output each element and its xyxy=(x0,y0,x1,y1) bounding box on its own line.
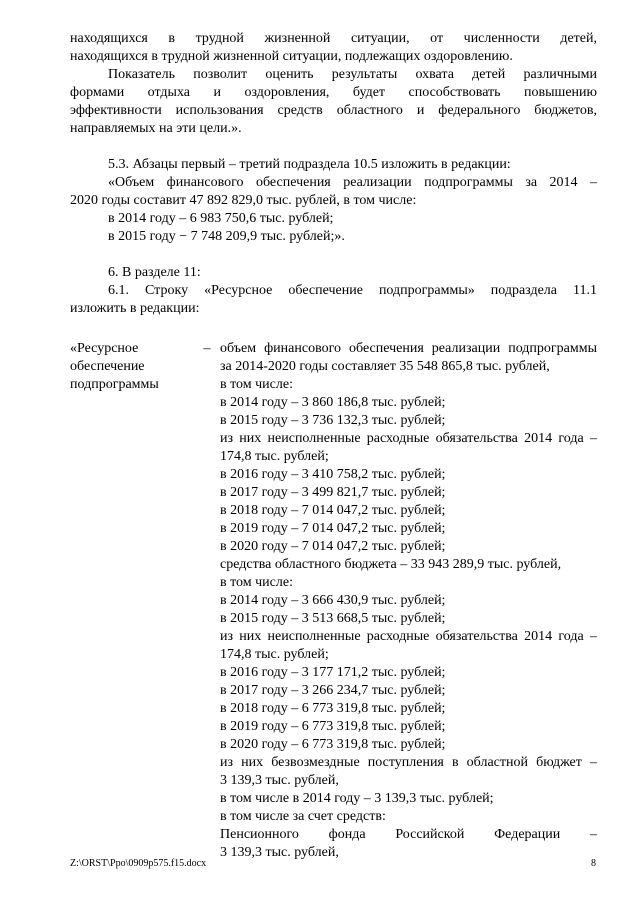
sec6-sub-line-2: изложить в редакции: xyxy=(70,301,200,316)
resource-line: в 2017 году – 3 499 821,7 тыс. рублей; xyxy=(220,485,446,500)
resource-line: из них неисполненные расходные обязательства 2014 года – xyxy=(220,629,597,644)
sec6-sub-line-1: 6.1. Строку «Ресурсное обеспечение подпрограммы» подраздела 11.1 xyxy=(108,283,597,298)
resource-line: 174,8 тыс. рублей; xyxy=(220,449,329,464)
resource-line: 3 139,3 тыс. рублей, xyxy=(220,845,339,860)
resource-line: объем финансового обеспечения реализации подпрограммы xyxy=(220,341,597,356)
resource-line: в том числе: xyxy=(220,377,293,392)
resource-line: в 2014 году – 3 666 430,9 тыс. рублей; xyxy=(220,593,446,608)
resource-line: в 2016 году – 3 177 171,2 тыс. рублей; xyxy=(220,665,446,680)
para2-line-4: направляемых на эти цели.». xyxy=(70,121,242,136)
sec53-quote-line-4: в 2015 году − 7 748 209,9 тыс. рублей;». xyxy=(108,229,345,244)
footer-file-path: Z:\ORST\Ppo\0909p575.f15.docx xyxy=(70,858,207,869)
resource-content xyxy=(220,340,597,862)
resource-table-row xyxy=(70,340,597,862)
resource-line: в 2015 году – 3 736 132,3 тыс. рублей; xyxy=(220,413,446,428)
resource-line: в том числе в 2014 году – 3 139,3 тыс. рублей; xyxy=(220,791,494,806)
intro-line-1: находящихся в трудной жизненной ситуации, от численности детей, xyxy=(70,31,597,46)
resource-label-line-1: «Ресурсное xyxy=(70,341,139,356)
sec53-heading: 5.3. Абзацы первый – третий подраздела 10.5 изложить в редакции: xyxy=(108,157,511,172)
resource-line: в 2017 году – 3 266 234,7 тыс. рублей; xyxy=(220,683,446,698)
para2-line-1: Показатель позволит оценить результаты охвата детей различными xyxy=(108,67,597,82)
resource-line: Пенсионного фонда Российской Федерации – xyxy=(220,827,597,842)
sec53-quote-line-1: «Объем финансового обеспечения реализации подпрограммы за 2014 – xyxy=(108,175,597,190)
resource-line: в том числе за счет средств: xyxy=(220,809,386,824)
intro-line-2: находящихся в трудной жизненной ситуации, подлежащих оздоровлению. xyxy=(70,49,513,64)
resource-line: 174,8 тыс. рублей; xyxy=(220,647,329,662)
resource-line: в 2020 году – 6 773 319,8 тыс. рублей; xyxy=(220,737,446,752)
para2-line-2: формами отдыха и оздоровления, будет способствовать повышению xyxy=(70,85,597,100)
resource-line: в 2016 году – 3 410 758,2 тыс. рублей; xyxy=(220,467,446,482)
resource-line: средства областного бюджета – 33 943 289,9 тыс. рублей, xyxy=(220,557,562,572)
resource-line: из них безвозмездные поступления в областной бюджет – xyxy=(220,755,597,770)
resource-line: 3 139,3 тыс. рублей, xyxy=(220,773,339,788)
resource-line: в том числе: xyxy=(220,575,293,590)
document-page xyxy=(70,30,597,862)
resource-label-line-2: обеспечение xyxy=(70,359,145,374)
sec6-heading: 6. В разделе 11: xyxy=(108,265,201,280)
para2-line-3: эффективности использования средств областного и федерального бюджетов, xyxy=(70,103,597,118)
resource-label-line-3: подпрограммы xyxy=(70,377,159,392)
resource-line: в 2018 году – 6 773 319,8 тыс. рублей; xyxy=(220,701,446,716)
sec53-quote-line-2: 2020 годы составит 47 892 829,0 тыс. рублей, в том числе: xyxy=(70,193,417,208)
sec53-quote-line-3: в 2014 году – 6 983 750,6 тыс. рублей; xyxy=(108,211,334,226)
resource-line: в 2020 году – 7 014 047,2 тыс. рублей; xyxy=(220,539,446,554)
resource-line: в 2019 году – 6 773 319,8 тыс. рублей; xyxy=(220,719,446,734)
resource-line: в 2018 году – 7 014 047,2 тыс. рублей; xyxy=(220,503,446,518)
resource-line: в 2015 году – 3 513 668,5 тыс. рублей; xyxy=(220,611,446,626)
resource-label xyxy=(70,340,196,394)
resource-line: из них неисполненные расходные обязательства 2014 года – xyxy=(220,431,597,446)
resource-dash: – xyxy=(203,341,211,356)
resource-line: за 2014-2020 годы составляет 35 548 865,8 тыс. рублей, xyxy=(220,359,550,374)
resource-line: в 2019 году – 7 014 047,2 тыс. рублей; xyxy=(220,521,446,536)
footer-page-number: 8 xyxy=(591,858,596,869)
resource-line: в 2014 году – 3 860 186,8 тыс. рублей; xyxy=(220,395,446,410)
